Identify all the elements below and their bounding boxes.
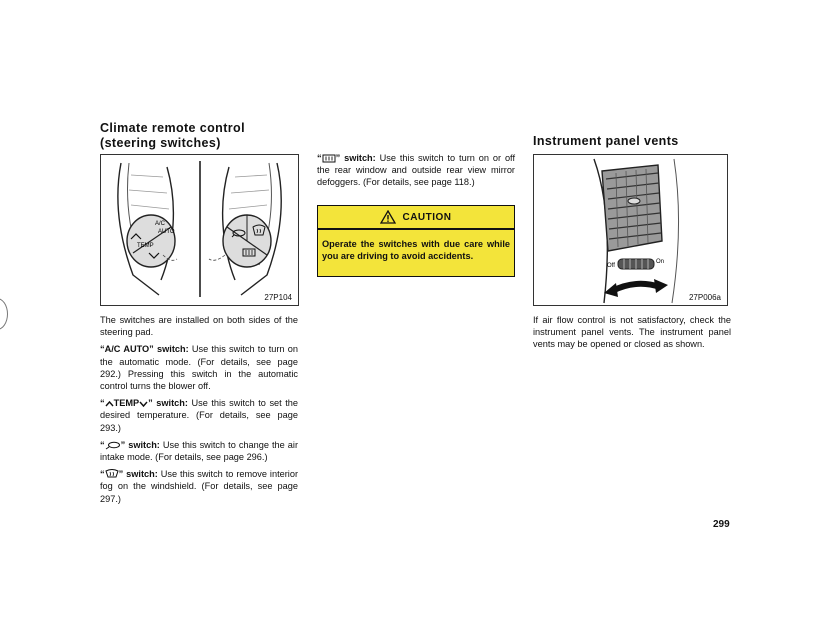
- ac-auto-switch-label: “A/C AUTO” switch:: [100, 344, 189, 355]
- windshield-switch-text: Use this switch to remove interior fog on the windshield. (For details, see page 297.): [100, 469, 299, 504]
- temp-up-arrow-icon: [105, 400, 114, 408]
- page-number: 299: [713, 519, 730, 530]
- title-line-2: (steering switches): [100, 136, 221, 150]
- quote-open: “: [100, 439, 105, 450]
- caution-text: Operate the switches with due care while you are driving to avoid accidents.: [322, 239, 510, 261]
- air-intake-switch-paragraph: [100, 439, 298, 463]
- on-label: On: [656, 259, 665, 265]
- temp-down-arrow-icon: [139, 400, 148, 408]
- windshield-switch-paragraph: [100, 468, 298, 505]
- caution-box: [317, 205, 515, 277]
- quote-open: “: [100, 469, 105, 480]
- instrument-vent-figure: [533, 154, 728, 306]
- section-title-climate-remote: [100, 121, 300, 151]
- section-title-instrument-vents: Instrument panel vents: [533, 134, 679, 148]
- windshield-defog-icon: [105, 469, 119, 479]
- switch-word: ” switch:: [148, 398, 188, 409]
- temp-switch-label: [100, 398, 188, 408]
- vent-paragraph: If air flow control is not satisfactory, check the instrument panel vents. The instrument panel vents may be opened or closed as shown.: [533, 315, 731, 350]
- quote-open: “: [317, 153, 322, 163]
- air-intake-switch-text: Use this switch to change the air intake mode. (For details, see page 296.): [100, 439, 298, 463]
- figure-code: 27P006a: [688, 293, 721, 302]
- steering-switches-figure: [100, 154, 299, 306]
- temp-switch-paragraph: [100, 397, 298, 434]
- middle-text-column: [317, 152, 515, 194]
- temp-label: TEMP: [137, 243, 154, 249]
- vent-illustration: [534, 155, 727, 305]
- vent-dial: [618, 259, 654, 269]
- vent-grille: [602, 165, 662, 251]
- rear-defog-icon: [322, 154, 336, 163]
- switch-word: ” switch:: [335, 153, 376, 163]
- rear-defog-switch-label: [317, 153, 376, 163]
- off-label: Off: [607, 263, 615, 269]
- figure-code: 27P104: [264, 293, 292, 302]
- caution-triangle-icon: [380, 210, 396, 224]
- quote-open: “: [100, 398, 105, 409]
- intro-paragraph: The switches are installed on both sides of the steering pad.: [100, 315, 298, 338]
- switch-word: ” switch:: [118, 469, 158, 480]
- title-line-1: Climate remote control: [100, 121, 245, 135]
- ac-auto-switch-paragraph: [100, 343, 298, 392]
- left-text-column: [100, 314, 298, 510]
- temp-switch-text: Use this switch to set the desired temperature. (For details, see page 293.): [100, 398, 299, 433]
- windshield-switch-label: [100, 469, 158, 479]
- air-intake-switch-label: [100, 440, 160, 450]
- direction-arrow-icon: [604, 279, 668, 297]
- ac-auto-switch-text: Use this switch to turn on the automatic mode. (For details, see page 292.) Pressing this switch in the automatic control turns the blower off.: [100, 344, 298, 392]
- ac-label: A/C: [155, 221, 166, 227]
- rear-defog-switch-paragraph: [317, 152, 515, 189]
- air-intake-icon: [105, 441, 121, 450]
- steering-wheel-illustration: [101, 155, 298, 305]
- right-text-column: [533, 314, 731, 356]
- rear-defog-switch-text: Use this switch to turn on or off the rear window and outside rear view mirror defoggers. (For details, see page 118.): [317, 153, 515, 188]
- auto-label: AUTO: [158, 229, 175, 235]
- caution-heading: CAUTION: [402, 211, 452, 223]
- temp-word: TEMP: [113, 398, 140, 409]
- switch-word: ” switch:: [120, 439, 160, 450]
- caution-header: [318, 206, 514, 230]
- page-edge-curl: [0, 298, 8, 330]
